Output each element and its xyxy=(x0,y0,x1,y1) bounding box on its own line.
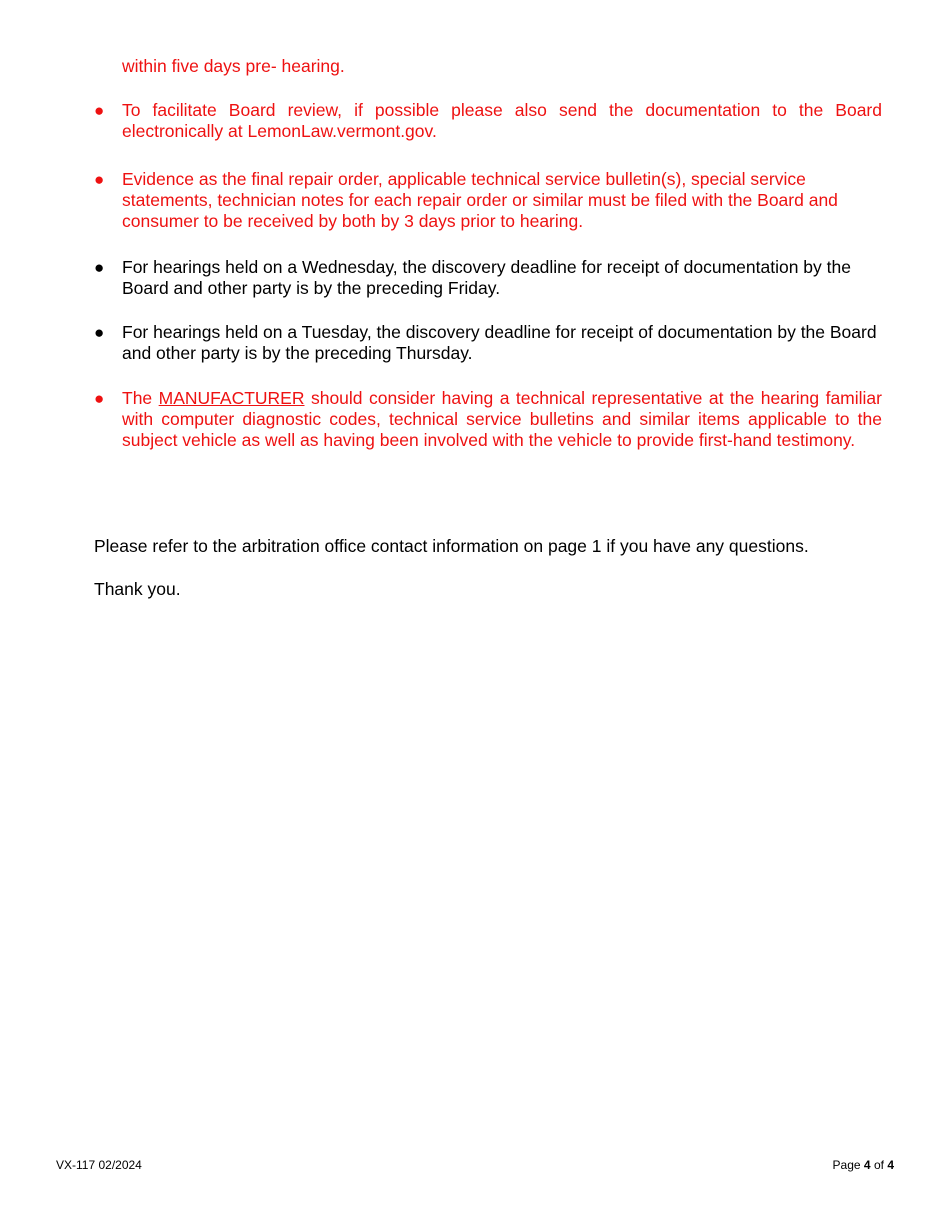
bullet-suffix: should consider having a technical representative at the hearing familiar with computer diagnostic codes, technical service bulletins and similar items applicable to the subject vehicle as well as having been involved with the vehicle to provide first-hand testimony. xyxy=(122,388,882,450)
bullet-dot-icon: ● xyxy=(94,389,105,408)
closing-paragraph: Thank you. xyxy=(94,579,181,599)
manufacturer-emphasis: MANUFACTURER xyxy=(158,388,305,408)
bullet-text xyxy=(122,388,882,451)
page-current: 4 xyxy=(863,1158,871,1172)
page-number xyxy=(833,1158,894,1172)
bullet-text: To facilitate Board review, if possible please also send the documentation to the Board electronically at LemonLaw.vermont.gov. xyxy=(122,100,882,141)
bullet-text: For hearings held on a Wednesday, the discovery deadline for receipt of documentation by the Board and other party is by the preceding Friday. xyxy=(122,257,851,298)
bullet-text: Evidence as the final repair order, applicable technical service bulletin(s), special service statements, technician notes for each repair order or similar must be filed with the Board and consumer to be received by both by 3 days prior to hearing. xyxy=(122,169,838,231)
form-id: VX-117 02/2024 xyxy=(56,1158,142,1172)
refer-paragraph: Please refer to the arbitration office contact information on page 1 if you have any questions. xyxy=(94,536,809,556)
bullet-dot-icon: ● xyxy=(94,258,105,277)
page-label: Page xyxy=(832,1158,861,1172)
bullet-dot-icon: ● xyxy=(94,170,105,189)
bullet-dot-icon: ● xyxy=(94,101,105,120)
continuation-text: within five days pre- hearing. xyxy=(122,56,345,76)
page-total: 4 xyxy=(887,1158,894,1172)
bullet-prefix: The xyxy=(122,388,153,408)
page-of: of xyxy=(873,1158,884,1172)
bullet-text: For hearings held on a Tuesday, the discovery deadline for receipt of documentation by the Board and other party is by the preceding Thursday. xyxy=(122,322,877,363)
bullet-dot-icon: ● xyxy=(94,323,105,342)
